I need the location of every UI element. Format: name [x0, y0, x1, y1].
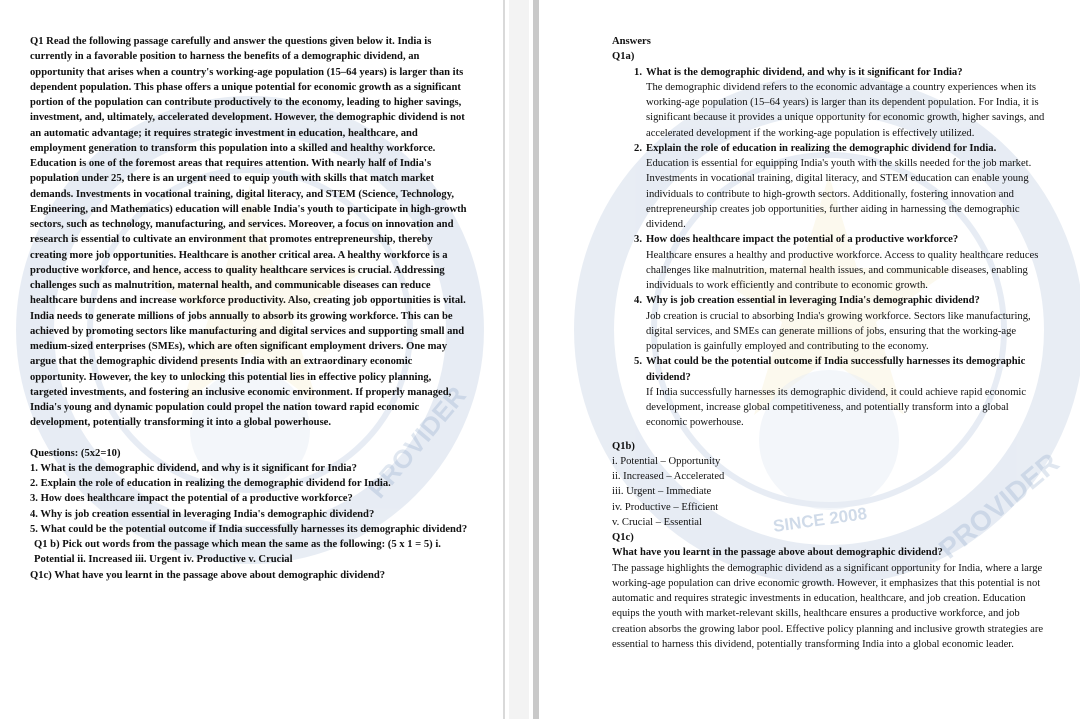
answer-question: How does healthcare impact the potential of a productive workforce?: [646, 234, 959, 246]
q1c-answer-text: The passage highlights the demographic dividend as a significant opportunity for India, where a large working-age population can drive economic growth. However, it emphasizes that this potential is not automatic and requires strategic investments in education, healthcare, and job creation. Education equips the youth with market-relevant skills, healthcare ensures a productive workforce, and job creation absorbs the growing labor pool. Effective policy planning and inclusive growth strategies are essential to harness this dividend, potentially transforming India into a global economic leader.: [612, 562, 1044, 650]
answer-item: [612, 141, 1052, 233]
answers-heading: Answers: [612, 36, 651, 47]
q1b-heading: Q1b): [612, 440, 635, 452]
answer-text: Job creation is crucial to absorbing India's growing workforce. Sectors like manufacturing, digital services, and SMEs can generate millions of jobs, ensuring that the working-age population is gainfully employed and contributing to the economy.: [646, 310, 1031, 352]
question-item: 5. What could be the potential outcome if India successfully harnesses its demographic dividend?: [30, 523, 468, 535]
q1b-question: Q1 b) Pick out words from the passage which mean the same as the following: (5 x 1 = 5) i. Potential ii. Increased iii. Urgent iv. Productive v. Crucial: [34, 539, 441, 566]
answer-number: 5.: [634, 356, 642, 368]
question-list: [30, 461, 470, 537]
answer-item: [612, 65, 1052, 141]
answer-section: [612, 34, 1052, 652]
answer-text: If India successfully harnesses its demographic dividend, it could achieve rapid economic development, increase global competitiveness, and potentially transform into a global economic powerhouse.: [646, 386, 1027, 429]
answer-question: What is the demographic dividend, and why is it significant for India?: [646, 66, 963, 78]
synonym-item: v. Crucial – Essential: [612, 516, 702, 528]
question-item: 4. Why is job creation essential in leveraging India's demographic dividend?: [30, 508, 375, 520]
q1a-heading: Q1a): [612, 51, 635, 63]
synonym-item: ii. Increased – Accelerated: [612, 471, 725, 482]
answer-text: Healthcare ensures a healthy and productive workforce. Access to quality healthcare reduces challenges like malnutrition, maternal health issues, and communicable diseases, enabling individuals to work efficiently and contribute to economic growth.: [646, 249, 1039, 291]
question-item: 2. Explain the role of education in realizing the demographic dividend for India.: [30, 478, 391, 489]
q1c-answer-question: What have you learnt in the passage above about demographic dividend?: [612, 547, 943, 559]
page-gap: [509, 0, 529, 719]
answer-item: [612, 232, 1052, 293]
answer-text: Education is essential for equipping India's youth with the skills needed for the job market. Investments in vocational training, digital literacy, and STEM education can enable young individuals to contribute to high-growth sectors. Additionally, fostering innovation and entrepreneurship creates job opportunities, further aiding in harnessing the demographic dividend.: [646, 158, 1032, 230]
answer-question: What could be the potential outcome if India successfully harnesses its demographic dividend?: [646, 356, 1026, 383]
answer-question: Why is job creation essential in leveraging India's demographic dividend?: [646, 295, 980, 307]
answer-number: 1.: [634, 66, 642, 78]
synonym-list: [612, 454, 1052, 530]
answer-number: 4.: [634, 295, 642, 307]
q1c-question: Q1c) What have you learnt in the passage above about demographic dividend?: [30, 569, 386, 581]
watermark-text-left: PROVIDER: [361, 380, 472, 504]
passage-text: Q1 Read the following passage carefully and answer the questions given below it. India is currently in a favorable position to harness the benefits of a demographic dividend, an opportunity that arises when a country's working-age population (15–64 years) is larger than its dependent population. This phase offers a unique potential for economic growth as a significant portion of the population can contribute productively to the economy, leading to higher savings, investment, and, ultimately, accelerated development. However, the demographic dividend is not an automatic advantage; it requires strategic investment in education, healthcare, and employment generation to transform this population into a skilled and healthy workforce. Education is one of the foremost areas that requires attention. With nearly half of India's population under 25, there is an urgent need to equip youth with skills that match market demands. Investments in vocational training, digital literacy, and STEM (Science, Technology, Engineering, and Mathematics) education will enable India's youth to participate in high-growth sectors, such as technology, manufacturing, and services. Moreover, a focus on innovation and research is essential to cultivate an environment that promotes entrepreneurship, thereby creating more job opportunities. Healthcare is another critical area. A healthy workforce is a productive workforce, and hence, access to quality healthcare services is crucial. Addressing challenges such as malnutrition, maternal health, and communicable diseases can reduce healthcare burdens and increase workforce productivity. Also, creating job opportunities is vital. India needs to generate millions of jobs annually to absorb its growing workforce. This can be achieved by promoting sectors like manufacturing and digital services and supporting small and medium-sized enterprises (SMEs), which are often significant employment drivers. One may argue that the demographic dividend presents India with an extraordinary economic opportunity. However, the key to unlocking this potential lies in effective policy planning, targeted investments, and fostering an inclusive economic environment. If properly managed, India's young and dynamic population could propel the nation toward rapid economic development, potentially transforming it into a global powerhouse.: [30, 36, 467, 429]
answer-number: 2.: [634, 142, 642, 154]
question-item: 1. What is the demographic dividend, and why is it significant for India?: [30, 462, 357, 474]
synonym-item: iv. Productive – Efficient: [612, 501, 719, 513]
watermark-year: SINCE 2008: [771, 503, 869, 536]
synonym-item: i. Potential – Opportunity: [612, 455, 721, 467]
question-section: [30, 34, 470, 583]
answer-number: 3.: [634, 234, 642, 246]
left-page: [0, 0, 503, 719]
answer-item: [612, 293, 1052, 354]
answer-question: Explain the role of education in realizing the demographic dividend for India.: [646, 142, 997, 154]
page-divider-left: [503, 0, 505, 719]
q1c-heading: Q1c): [612, 532, 634, 543]
answer-item: [612, 354, 1052, 430]
watermark-text-right: PROVIDER: [932, 446, 1065, 565]
answer-text: The demographic dividend refers to the economic advantage a country experiences when its working-age population (15–64 years) is larger than its dependent population. For India, it is significant because it provides a unique opportunity for economic growth, higher savings, and accelerated development if the working-age population is effectively utilized.: [646, 81, 1045, 139]
question-item: 3. How does healthcare impact the potential of a productive workforce?: [30, 493, 353, 505]
questions-heading: Questions: (5x2=10): [30, 447, 121, 459]
synonym-item: iii. Urgent – Immediate: [612, 486, 712, 498]
right-page: [539, 0, 1080, 719]
